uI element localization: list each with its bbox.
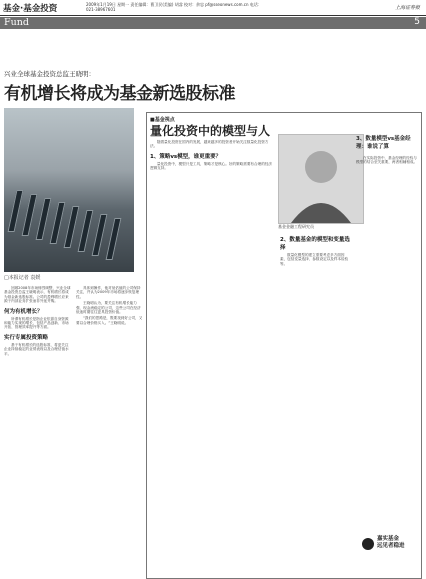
logo-line-2: 远见者稳进: [377, 543, 405, 549]
solar-panels-photo: [4, 108, 134, 272]
logo-icon: [362, 538, 374, 550]
paragraph: 王晓明认为，要关注有机增长能力强、现金流稳定的公司，这些公司在经济低迷时期往往更具投资价值。: [76, 301, 141, 315]
sidebar-section-3-title: 3、数量模型vs基金经理：谁说了算: [356, 136, 411, 150]
sidebar-byline: ■基金视点: [150, 117, 175, 123]
sidebar-column-1: [150, 140, 274, 173]
paragraph: 所谓有机增长是指企业依靠自身资源和能力实现的增长，包括产品创新、市场开拓、管理效率提升等方面。: [4, 316, 69, 330]
subheading: 2、数量基金的模型和变量选择: [280, 237, 350, 251]
fund-banner: [0, 17, 426, 29]
sidebar-title: 量化投资中的模型与人: [150, 124, 271, 138]
paragraph: 回顾2008年市场惨烈调整，兴业全球基金投资总监王晓明表示，有机增长将成为基金新选股标准。公司的盈利增长应来源于内部业务扩张而非外延并购。: [4, 286, 71, 304]
subheading: 何为有机增长？: [4, 308, 43, 315]
photo-caption: □本报记者 袁媛: [4, 275, 41, 281]
author-portrait: [278, 134, 364, 224]
header-divider: [0, 15, 426, 16]
logo-text: [377, 536, 405, 550]
paragraph: 基于有机增长的选股标准，将更关注企业持续稳定的业绩表现以及合理估值水平。: [4, 342, 69, 356]
article-headline: 有机增长将成为基金新选股标准: [4, 84, 235, 104]
header-meta: 2009年1月19日 星期一 责任编辑：曹卫民(美编) 胡睿 校对：余忠 pf@sseonews.com.cn 电话：021-38967601: [86, 2, 262, 12]
subheading: 实行专属投资策略: [4, 334, 49, 341]
sidebar-column-3: [356, 156, 418, 167]
article-column-2: [76, 286, 144, 327]
fund-label: Fund: [4, 17, 29, 28]
paragraph: 具体到操作，他对低估值的公司保持关注，并认为2009年市场将逐步恢复理性。: [76, 286, 141, 299]
paragraph: 量化投资中，模型只是工具，策略才是核心。好的策略需要有合理的经济逻辑支持。: [150, 161, 272, 171]
paragraph: 数量化模型的建立需要考虑多方面因素，包括变量选择、参数设定以及样本检验等。: [280, 253, 349, 266]
paragraph: 在实际投资中，基金经理的经验与模型的结合至关重要，两者相辅相成。: [356, 156, 418, 165]
logo-line-1: 嘉实基金: [377, 536, 400, 542]
article-column-1: [4, 286, 72, 358]
portrait-caption: 基金金融工程研究员: [278, 224, 314, 229]
page-number: 5: [414, 17, 420, 27]
portrait-icon: [279, 135, 363, 223]
sidebar-column-2: [280, 232, 350, 268]
subheading: 1、策略vs模型，谁更重要？: [150, 153, 222, 160]
paper-name: 上海证券报: [394, 5, 420, 11]
article-kicker: 兴业全球基金投资总监王晓明：: [4, 70, 95, 78]
paragraph: “我们的思路是，既要找到好公司，又要以合理价格买入。”王晓明说。: [76, 316, 143, 325]
section-title: 基金·基金投资: [3, 4, 58, 14]
paragraph: 随着量化投资在国内的发展，越来越多的投资者开始关注数量化投资方法。: [150, 140, 269, 149]
fund-logo: [362, 534, 417, 564]
